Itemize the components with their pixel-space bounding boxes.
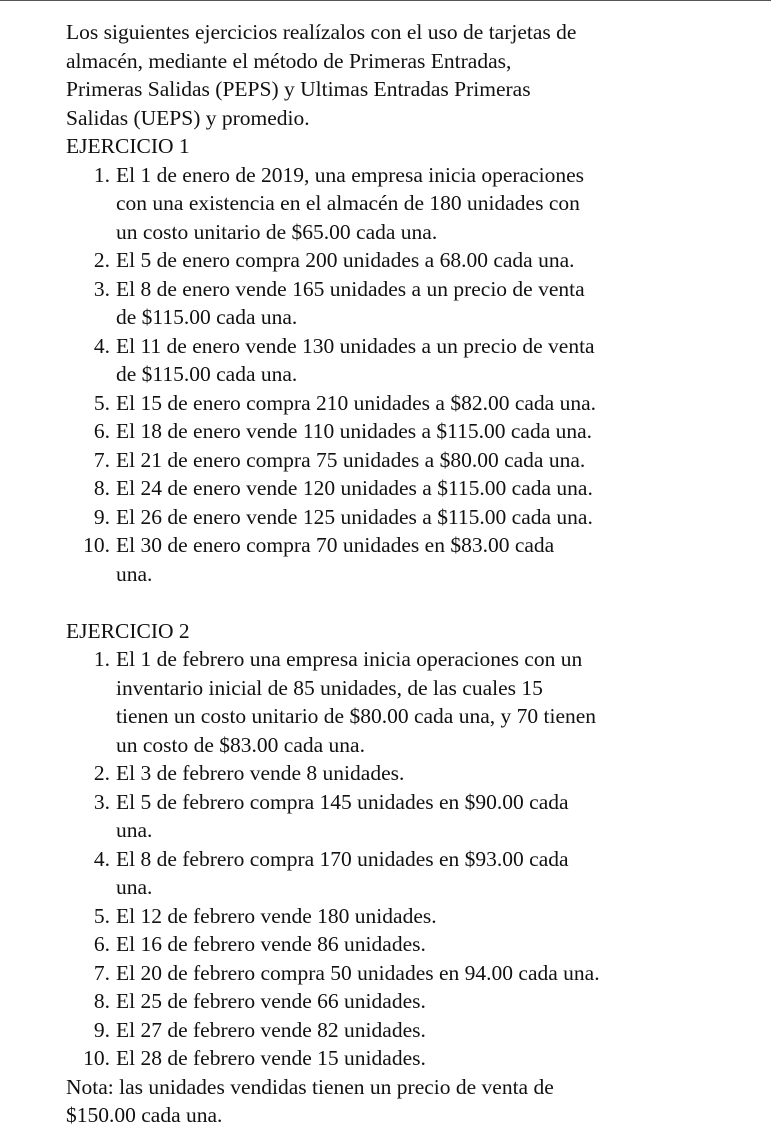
list-item-text: El 8 de febrero compra 170 unidades en $93.00 cada [116,846,569,871]
list-item [66,503,756,532]
list-item-text: El 20 de febrero compra 50 unidades en 94.00 cada una. [116,960,600,985]
list-item-number: 3. [93,789,110,814]
list-item-number: 10. [83,533,110,557]
list-item [66,389,756,418]
list-item [66,161,756,247]
list-item-number: 8. [93,989,110,1013]
intro-line: Salidas (UEPS) y promedio. [66,105,310,130]
list-item-text: El 15 de enero compra 210 unidades a $82.00 cada una. [116,390,597,415]
exercise-1-section [66,132,756,588]
list-item [66,930,756,959]
list-item [66,1016,756,1045]
list-item-text: El 25 de febrero vende 66 unidades. [116,989,426,1013]
list-item-text: El 5 de enero compra 200 unidades a 68.00 cada una. [116,248,575,272]
note-paragraph [66,1073,756,1129]
list-item [66,531,756,588]
list-item-text: una. [116,818,153,842]
list-item [66,275,756,332]
list-item-text: El 5 de febrero compra 145 unidades en $90.00 cada [116,789,569,814]
list-item-number: 8. [93,476,110,500]
list-item-number: 3. [93,276,110,301]
list-item-text: El 3 de febrero vende 8 unidades. [116,761,405,785]
document-page [66,18,756,1129]
list-item-number: 9. [93,1017,110,1042]
list-item-text: El 16 de febrero vende 86 unidades. [116,932,426,956]
list-item-text: El 30 de enero compra 70 unidades en $83.00 cada [116,533,555,557]
list-item-number: 10. [83,1046,110,1070]
list-item-text: un costo de $83.00 cada una. [116,732,365,757]
list-item-text: El 1 de febrero una empresa inicia operaciones con un [116,647,583,671]
list-item-text: El 1 de enero de 2019, una empresa inicia operaciones [116,162,585,187]
list-item-text: El 21 de enero compra 75 unidades a $80.00 cada una. [116,447,586,472]
exercise-1-list [66,161,756,589]
list-item-number: 5. [93,903,110,928]
list-item [66,845,756,902]
list-item-number: 6. [93,419,110,443]
list-item-text: El 18 de enero vende 110 unidades a $115.00 cada una. [116,419,593,443]
list-item-number: 1. [93,162,110,187]
list-item-text: El 27 de febrero vende 82 unidades. [116,1017,426,1042]
intro-line: Los siguientes ejercicios realízalos con el uso de tarjetas de [66,20,577,44]
list-item-number: 2. [93,761,110,785]
list-item-text: de $115.00 cada una. [116,305,298,329]
list-item-text: de $115.00 cada una. [116,362,298,386]
list-item [66,987,756,1016]
list-item [66,1044,756,1073]
list-item [66,759,756,788]
list-item-text: El 11 de enero vende 130 unidades a un precio de venta [116,333,595,358]
exercise-1-heading: EJERCICIO 1 [66,134,190,158]
list-item [66,474,756,503]
list-item [66,446,756,475]
note-line: Nota: las unidades vendidas tienen un precio de venta de [66,1074,554,1099]
list-item-text: El 12 de febrero vende 180 unidades. [116,903,437,928]
list-item [66,788,756,845]
list-item-text: El 24 de enero vende 120 unidades a $115.00 cada una. [116,476,593,500]
list-item-number: 5. [93,390,110,415]
list-item [66,417,756,446]
list-item-number: 2. [93,248,110,272]
list-item [66,645,756,759]
list-item-text: una. [116,561,153,586]
intro-paragraph [66,18,756,132]
list-item-text: El 26 de enero vende 125 unidades a $115.00 cada una. [116,504,593,529]
list-item-number: 4. [93,333,110,358]
list-item-text: una. [116,875,153,899]
list-item-text: El 8 de enero vende 165 unidades a un precio de venta [116,276,585,301]
note-line: $150.00 cada una. [66,1103,223,1127]
exercise-2-list [66,645,756,1073]
list-item [66,959,756,988]
section-spacer [66,588,756,617]
list-item-text: El 28 de febrero vende 15 unidades. [116,1046,426,1070]
list-item [66,332,756,389]
list-item-number: 9. [93,504,110,529]
list-item-text: con una existencia en el almacén de 180 unidades con [116,191,580,215]
list-item [66,902,756,931]
list-item-text: tienen un costo unitario de $80.00 cada una, y 70 tienen [116,704,597,728]
top-divider [0,0,771,1]
list-item [66,246,756,275]
intro-line: almacén, mediante el método de Primeras Entradas, [66,48,512,73]
list-item-number: 7. [93,960,110,985]
list-item-number: 6. [93,932,110,956]
exercise-2-heading: EJERCICIO 2 [66,618,190,643]
exercise-2-section [66,617,756,1073]
list-item-number: 7. [93,447,110,472]
list-item-number: 1. [93,647,110,671]
list-item-number: 4. [93,846,110,871]
list-item-text: inventario inicial de 85 unidades, de las cuales 15 [116,675,543,700]
list-item-text: un costo unitario de $65.00 cada una. [116,219,438,244]
intro-line: Primeras Salidas (PEPS) y Ultimas Entradas Primeras [66,77,531,101]
